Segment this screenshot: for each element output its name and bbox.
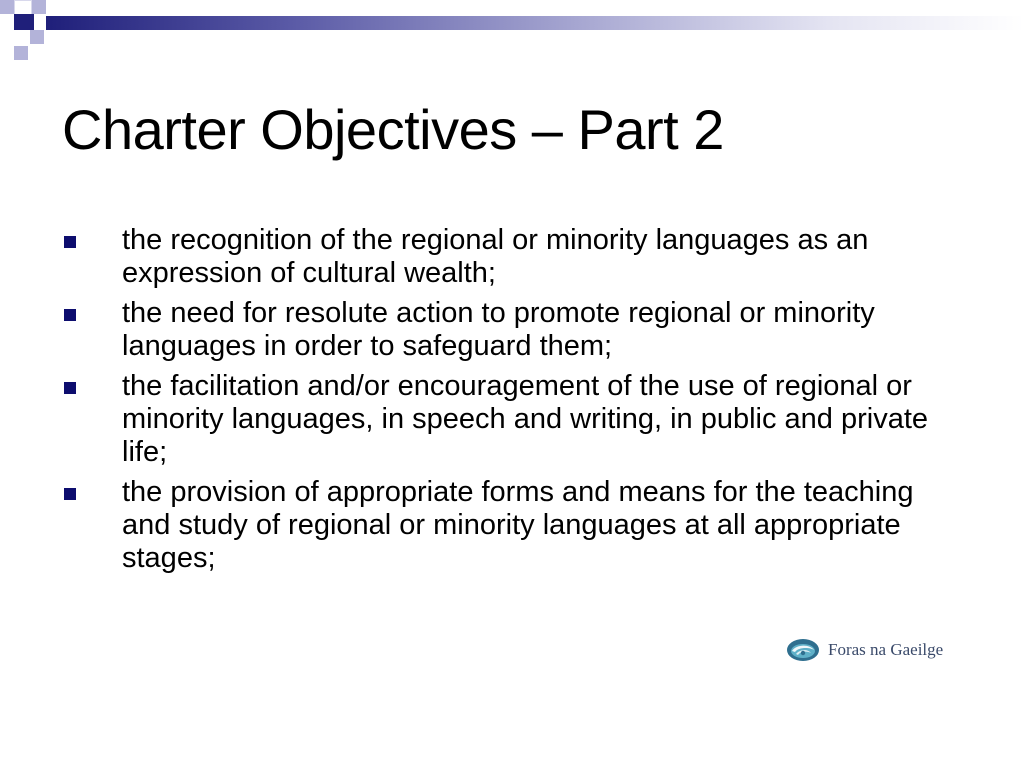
- square-bullet-icon: [64, 382, 76, 394]
- slide-title: Charter Objectives – Part 2: [62, 98, 724, 161]
- bullet-item: [0, 224, 962, 290]
- logo-text: Foras na Gaeilge: [828, 640, 944, 659]
- foras-na-gaeilge-logo: [786, 636, 943, 664]
- square-bullet-icon: [64, 488, 76, 500]
- bullet-text: the need for resolute action to promote regional or minority languages in order to safeguard them;: [122, 297, 875, 362]
- deco-square: [30, 30, 44, 44]
- swirl-logo-icon: [786, 637, 820, 663]
- bullet-item: [0, 370, 962, 469]
- bullet-item: [0, 476, 962, 575]
- bullet-item: [0, 297, 962, 363]
- header-gradient-bar: [46, 16, 1024, 30]
- deco-square: [14, 14, 34, 30]
- bullet-list: [0, 224, 1024, 582]
- deco-square: [32, 0, 46, 14]
- deco-square: [0, 0, 14, 14]
- deco-square: [14, 46, 28, 60]
- deco-square: [0, 14, 14, 30]
- bullet-text: the recognition of the regional or minority languages as an expression of cultural wealth;: [122, 224, 869, 289]
- bullet-text: the facilitation and/or encouragement of the use of regional or minority languages, in speech and writing, in public and private life;: [122, 370, 929, 468]
- square-bullet-icon: [64, 309, 76, 321]
- bullet-text: the provision of appropriate forms and means for the teaching and study of regional or minority languages at all appropriate stages;: [122, 476, 914, 574]
- deco-square: [34, 14, 46, 30]
- deco-square: [14, 30, 30, 46]
- square-bullet-icon: [64, 236, 76, 248]
